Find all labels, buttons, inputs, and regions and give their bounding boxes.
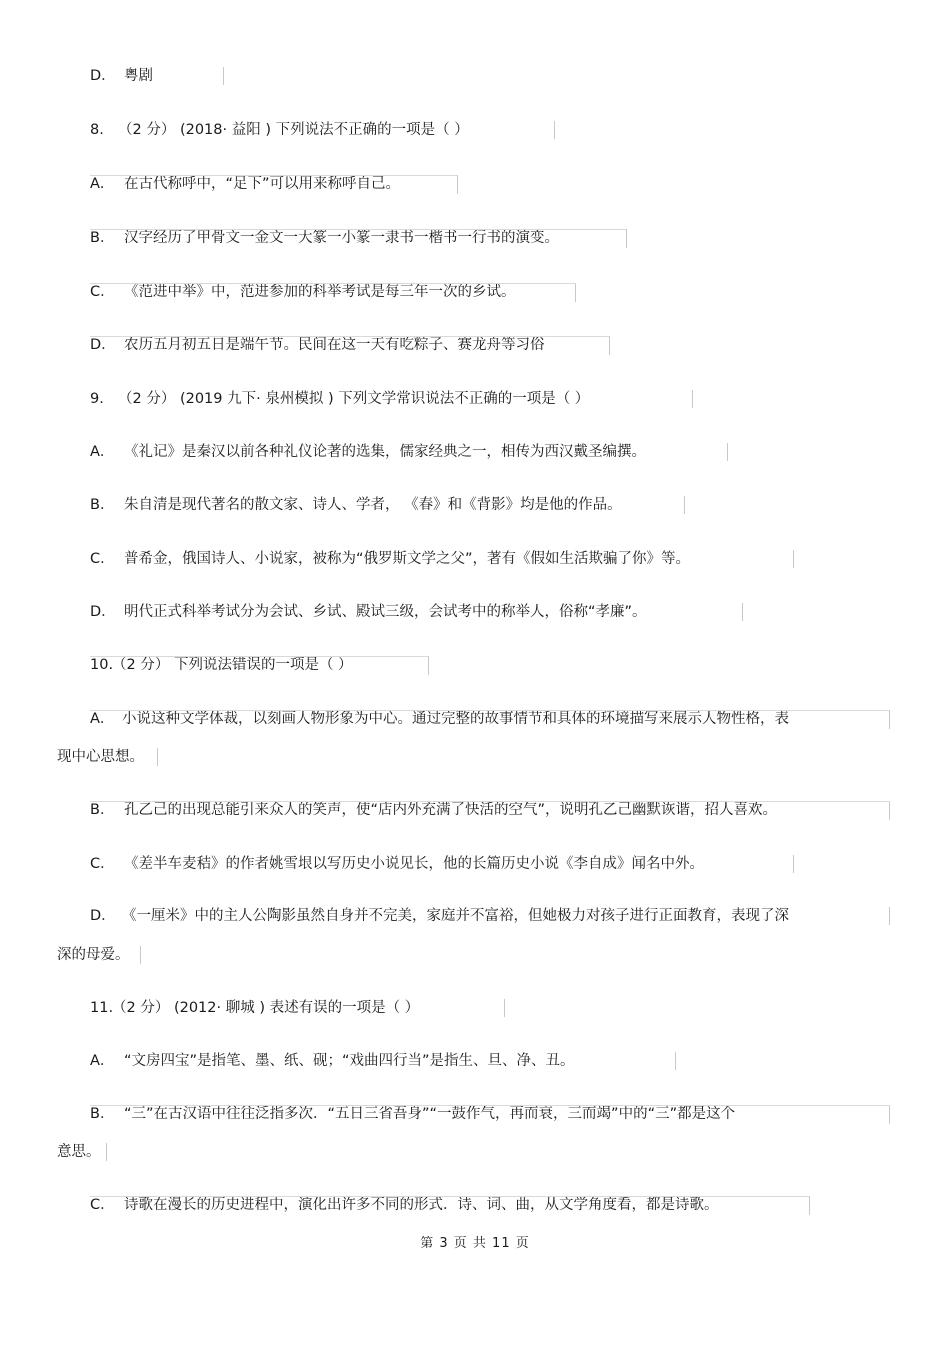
text-frame	[124, 67, 224, 85]
page-footer: 第 3 页 共 11 页	[420, 1236, 530, 1251]
option-label: A．	[90, 1053, 115, 1069]
option-text: 在古代称呼中，“足下”可以用来称呼自己。	[124, 176, 401, 192]
q10-option-d-continued	[0, 943, 950, 967]
text-frame	[90, 1052, 676, 1070]
option-text: 现中心思想。	[57, 749, 144, 765]
option-text: “三”在古汉语中往往泛指多次．“五日三省吾身”“一鼓作气，再而衰，三而竭”中的“三”都是这个	[124, 1106, 736, 1122]
option-text: 明代正式科举考试分为会试、乡试、殿试三级，会试考中的称举人，俗称“孝廉”。	[124, 604, 647, 620]
question-number: 10.	[90, 657, 114, 673]
text-frame	[90, 443, 728, 461]
option-text: 《差半车麦秸》的作者姚雪垠以写历史小说见长，他的长篇历史小说《李自成》闻名中外。	[124, 856, 704, 872]
text-frame	[90, 229, 627, 248]
text-frame	[90, 550, 794, 568]
q9-option-a	[0, 440, 950, 464]
text-frame	[90, 656, 429, 675]
option-label: B．	[90, 1106, 115, 1122]
question-10	[0, 653, 950, 677]
option-label: C．	[90, 1197, 115, 1213]
text-frame	[600, 390, 693, 408]
option-text: 汉字经历了甲骨文一金文一大篆一小篆一隶书一楷书一行书的演变。	[124, 230, 559, 246]
option-label: D．	[90, 604, 116, 620]
q11-option-b	[0, 1102, 950, 1126]
text-frame	[57, 748, 158, 766]
option-text: “文房四宝”是指笔、墨、纸、砚；“戏曲四行当”是指生、旦、净、丑。	[124, 1053, 575, 1069]
option-text: 农历五月初五日是端午节。民间在这一天有吃粽子、赛龙舟等习俗	[124, 337, 545, 353]
q9-option-c	[0, 547, 950, 571]
text-frame	[90, 801, 890, 820]
q11-option-b-continued	[0, 1140, 950, 1164]
q10-option-a-continued	[0, 745, 950, 769]
option-label: B．	[90, 802, 115, 818]
text-frame	[430, 999, 505, 1017]
option-text: 《礼记》是秦汉以前各种礼仪论著的选集，儒家经典之一，相传为西汉戴圣编撰。	[124, 444, 646, 460]
question-text: （2 分） (2018· 益阳 ) 下列说法不正确的一项是（ ）	[118, 122, 469, 138]
q8-option-a	[0, 172, 950, 196]
text-frame	[90, 1105, 890, 1124]
option-label: C．	[90, 284, 115, 300]
option-label: B．	[90, 230, 115, 246]
option-text: 《范进中举》中，范进参加的科举考试是每三年一次的乡试。	[124, 284, 516, 300]
question-11	[0, 996, 950, 1020]
q11-option-c	[0, 1193, 950, 1217]
option-label: D．	[90, 908, 116, 924]
q9-option-b	[0, 493, 950, 517]
option-text: 《一厘米》中的主人公陶影虽然自身并不完美，家庭并不富裕，但她极力对孩子进行正面教育，表现了深	[122, 908, 789, 924]
option-text: 粤剧	[124, 68, 153, 84]
question-number: 9.	[90, 391, 104, 407]
option-label: A．	[90, 711, 115, 727]
q9-option-d	[0, 600, 950, 624]
text-frame	[470, 121, 555, 139]
text-frame	[90, 1196, 810, 1215]
option-text: 诗歌在漫长的历史进程中，演化出许多不同的形式．诗、词、曲，从文学角度看，都是诗歌。	[124, 1197, 719, 1213]
option-text: 小说这种文学体裁，以刻画人物形象为中心。通过完整的故事情节和具体的环境描写来展示人物性格，表	[122, 711, 789, 727]
q10-option-c	[0, 852, 950, 876]
q8-option-b	[0, 226, 950, 250]
option-label: C．	[90, 856, 115, 872]
q10-option-d	[0, 904, 950, 928]
q10-option-a	[0, 707, 950, 731]
q11-option-a	[0, 1049, 950, 1073]
option-text: 孔乙己的出现总能引来众人的笑声，使“店内外充满了快活的空气”，说明孔乙己幽默诙谐，招人喜欢。	[124, 802, 778, 818]
text-frame	[90, 336, 610, 355]
text-frame	[90, 907, 890, 925]
text-frame	[57, 946, 141, 964]
question-number: 11.	[90, 1000, 114, 1016]
option-text: 朱自清是现代著名的散文家、诗人、学者， 《春》和《背影》均是他的作品。	[124, 497, 622, 513]
question-text: （2 分） (2012· 聊城 ) 表述有误的一项是（ ）	[112, 1000, 420, 1016]
option-text: 普希金，俄国诗人、小说家，被称为“俄罗斯文学之父”，著有《假如生活欺骗了你》等。	[124, 551, 691, 567]
option-label: D．	[90, 337, 116, 353]
question-8	[0, 118, 950, 142]
option-text: 意思。	[57, 1144, 101, 1160]
question-text: （2 分） 下列说法错误的一项是（ ）	[112, 657, 353, 673]
question-9	[0, 387, 950, 411]
option-label: C．	[90, 551, 115, 567]
text-frame	[90, 175, 458, 194]
option-text: 深的母爱。	[57, 947, 130, 963]
option-label: A．	[90, 444, 115, 460]
question-text: （2 分） (2019 九下· 泉州模拟 ) 下列文学常识说法不正确的一项是（ ）	[118, 391, 590, 407]
q8-option-c	[0, 280, 950, 304]
text-frame	[57, 1143, 107, 1161]
option-d-line	[0, 64, 950, 88]
option-label: A．	[90, 176, 115, 192]
text-frame	[90, 855, 794, 873]
option-label: D．	[90, 68, 116, 84]
q8-option-d	[0, 333, 950, 357]
question-number: 8.	[90, 122, 104, 138]
text-frame	[90, 496, 685, 514]
text-frame	[90, 603, 743, 621]
text-frame	[90, 710, 890, 729]
text-frame	[90, 283, 576, 302]
option-label: B．	[90, 497, 115, 513]
q10-option-b	[0, 798, 950, 822]
